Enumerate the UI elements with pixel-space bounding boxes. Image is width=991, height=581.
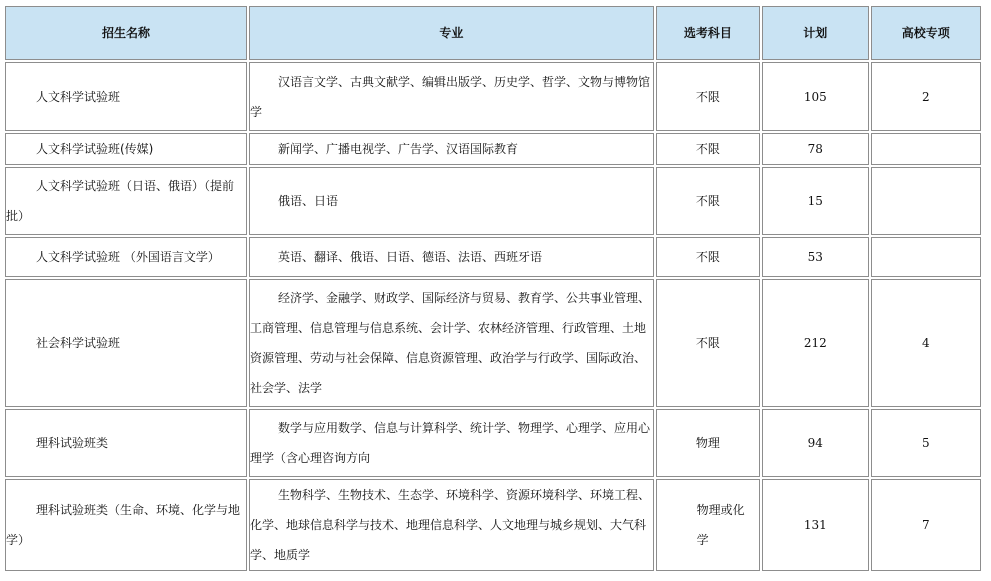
admissions-table <box>3 4 983 573</box>
majors-cell <box>249 62 654 131</box>
subject-cell: 不限 <box>656 279 760 407</box>
header-row <box>5 6 981 60</box>
majors-cell <box>249 237 654 277</box>
program-name-cell <box>5 409 247 477</box>
program-name-cell <box>5 279 247 407</box>
program-name: 理科试验班类 <box>36 436 109 450</box>
header-subject: 选考科目 <box>656 6 760 60</box>
special-cell <box>871 237 981 277</box>
majors-cell <box>249 279 654 407</box>
table-row <box>5 167 981 235</box>
header-major: 专业 <box>249 6 654 60</box>
plan-cell: 78 <box>762 133 868 165</box>
special-cell <box>871 167 981 235</box>
plan-cell: 53 <box>762 237 868 277</box>
header-name: 招生名称 <box>5 6 247 60</box>
majors-text: 数学与应用数学、信息与计算科学、统计学、物理学、心理学、应用心理学（含心理咨询方向 <box>250 421 651 465</box>
majors-text: 英语、翻译、俄语、日语、德语、法语、西班牙语 <box>278 250 543 264</box>
program-name: 人文科学试验班（日语、俄语）（提前批） <box>6 179 235 223</box>
majors-cell <box>249 479 654 571</box>
majors-cell <box>249 133 654 165</box>
program-name: 人文科学试验班(传媒) <box>36 142 154 156</box>
special-cell: 2 <box>871 62 981 131</box>
majors-text: 新闻学、广播电视学、广告学、汉语国际教育 <box>278 142 519 156</box>
program-name: 社会科学试验班 <box>36 336 121 350</box>
table-row <box>5 409 981 477</box>
table-row <box>5 479 981 571</box>
majors-text: 俄语、日语 <box>278 194 339 208</box>
special-cell: 4 <box>871 279 981 407</box>
table-row <box>5 62 981 131</box>
plan-cell: 94 <box>762 409 868 477</box>
special-cell: 5 <box>871 409 981 477</box>
majors-cell <box>249 167 654 235</box>
special-cell: 7 <box>871 479 981 571</box>
plan-cell: 131 <box>762 479 868 571</box>
subject-cell: 物理 <box>656 409 760 477</box>
majors-text: 汉语言文学、古典文献学、编辑出版学、历史学、哲学、文物与博物馆学 <box>250 74 651 119</box>
program-name-cell <box>5 133 247 165</box>
table-row <box>5 237 981 277</box>
majors-text: 经济学、金融学、财政学、国际经济与贸易、教育学、公共事业管理、工商管理、信息管理与信息系统、会计学、农林经济管理、行政管理、土地资源管理、劳动与社会保障、信息资源管理、政治学与行政学、国际政治、社会学、法学 <box>250 291 651 395</box>
plan-cell: 212 <box>762 279 868 407</box>
majors-text: 生物科学、生物技术、生态学、环境科学、资源环境科学、环境工程、化学、地球信息科学与技术、地理信息科学、人文地理与城乡规划、大气科学、地质学 <box>250 488 651 562</box>
program-name-cell <box>5 62 247 131</box>
program-name: 人文科学试验班 （外国语言文学） <box>36 250 220 264</box>
program-name: 人文科学试验班 <box>36 89 121 104</box>
special-cell <box>871 133 981 165</box>
subject-cell: 物理或化学 <box>656 479 760 571</box>
program-name: 理科试验班类（生命、环境、化学与地学） <box>6 503 241 547</box>
table-row <box>5 279 981 407</box>
subject-cell: 不限 <box>656 167 760 235</box>
majors-cell <box>249 409 654 477</box>
program-name-cell <box>5 237 247 277</box>
plan-cell: 105 <box>762 62 868 131</box>
program-name-cell <box>5 167 247 235</box>
subject-cell: 不限 <box>656 133 760 165</box>
plan-cell: 15 <box>762 167 868 235</box>
header-plan: 计划 <box>762 6 868 60</box>
subject-cell: 不限 <box>656 62 760 131</box>
subject-cell: 不限 <box>656 237 760 277</box>
header-special: 高校专项 <box>871 6 981 60</box>
program-name-cell <box>5 479 247 571</box>
table-row <box>5 133 981 165</box>
